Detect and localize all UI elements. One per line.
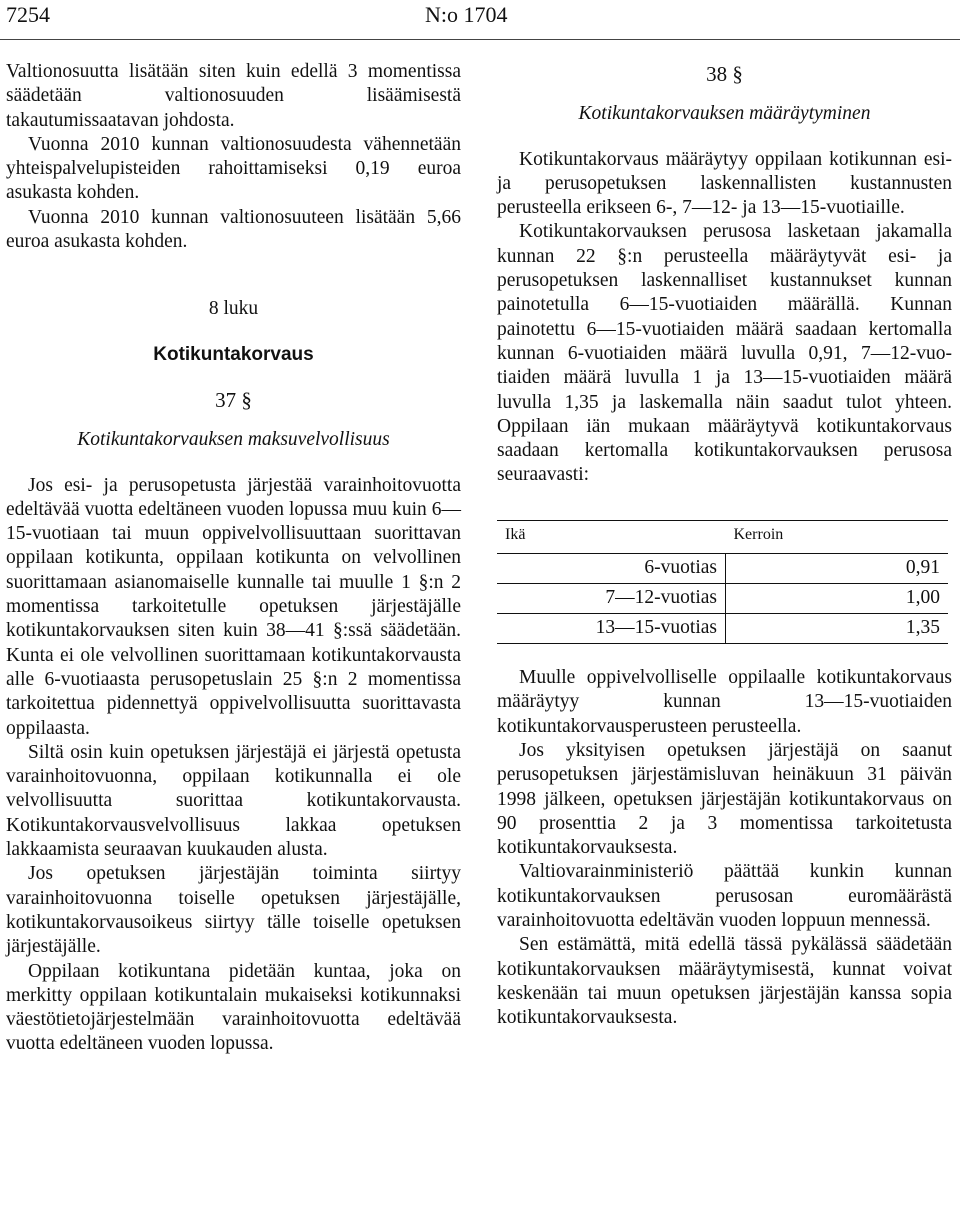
coefficient-table (497, 520, 948, 644)
coefficient-cell: 0,91 (726, 554, 949, 584)
section-number: 38 § (706, 62, 743, 86)
chapter-number: 8 luku (208, 298, 259, 320)
page-number: 7254 (6, 2, 50, 27)
table-header-row (497, 520, 948, 553)
section-title: Kotikuntakorvauksen maksuvelvollisuus (77, 429, 390, 451)
intro-paragraph: Vuonna 2010 kunnan valtionosuudesta vähennetään yhteispalvelupisteiden rahoittamiseksi 0,19 euroa asukasta kohden. (6, 133, 461, 204)
issue-number: N:o 1704 (425, 2, 508, 27)
intro-paragraph: Valtionosuutta lisätään siten kuin edellä 3 momentissa säädetään valtionosuuden lisäämisestä takautumissaatavan johdosta. (6, 61, 461, 131)
column-header-age: Ikä (497, 520, 726, 553)
age-cell: 6-vuotias (497, 554, 726, 584)
table-row (497, 584, 948, 614)
coefficient-cell: 1,00 (726, 584, 949, 614)
section-title: Kotikuntakorvauksen määräytyminen (578, 103, 871, 125)
age-cell: 7—12-vuotias (497, 584, 726, 614)
section-number: 37 § (215, 387, 252, 412)
body-paragraph: Jos opetuksen järjestäjän toiminta siirtyy varainhoitovuonna toiselle opetuksen järjestäjälle, kotikuntakorvausoikeus siirtyy tälle toiselle opetuksen järjestäjälle. (6, 863, 461, 958)
body-paragraph: Muulle oppivelvolliselle oppilaalle kotikuntakorvaus määräytyy kunnan 13—15-vuotiaiden kotikuntakorvausperusteen perusteella. (497, 667, 952, 737)
body-paragraph: Kotikuntakorvaus määräytyy oppilaan kotikunnan esi- ja perusopetuksen laskennallisten kustannusten perusteella erikseen 6-, 7—12- ja 13—15-vuotiaille. (497, 148, 952, 219)
body-paragraph: Oppilaan kotikuntana pidetään kuntaa, joka on merkitty oppilaan kotikuntalain mukaiseksi kotikunnaksi väestötietojärjestelmään varainhoitovuotta edeltävää vuotta edeltäneen vuoden lopussa. (6, 960, 461, 1055)
coefficient-cell: 1,35 (726, 614, 949, 644)
table-row (497, 554, 948, 584)
chapter-title: Kotikuntakorvaus (153, 343, 314, 365)
body-paragraph: Valtiovarainministeriö päättää kunkin kunnan kotikuntakorvauksen perusosan euromäärästä varainhoitovuotta edeltävän vuoden loppuun mennessä. (497, 861, 952, 932)
body-paragraph: Jos yksityisen opetuksen järjestäjä on saanut perusopetuksen järjestämisluvan heinäkuun 31 päivän 1998 jälkeen, opetuksen järjestäjän kotikuntakorvaus on 90 prosenttia 2 ja 3 momentissa tarkoitetusta kotikuntakorvauksesta. (497, 739, 952, 859)
intro-paragraph: Vuonna 2010 kunnan valtionosuuteen lisätään 5,66 euroa asukasta kohden. (6, 206, 461, 253)
body-paragraph: Siltä osin kuin opetuksen järjestäjä ei järjestä opetusta varainhoitovuonna, oppilaan kotikunnalla ei ole velvollisuutta suorittaa kotikuntakorvausta. Kotikuntakorvausvelvollisuus lakkaa opetuksen lakkaamista seuraavan kuukauden alusta. (6, 741, 461, 861)
age-cell: 13—15-vuotias (497, 614, 726, 644)
header-divider (0, 39, 960, 40)
body-paragraph: Sen estämättä, mitä edellä tässä pykälässä säädetään kotikuntakorvauksen määräytymisestä, kunnat voivat keskenään tai muun opetuksen järjestäjän kanssa sopia kotikuntakorvauksesta. (497, 934, 952, 1029)
body-paragraph: Jos esi- ja perusopetusta järjestää varainhoitovuotta edeltävää vuotta edeltäneen vuoden lopussa muu kuin 6—15-vuotiaan tai muun oppivelvollisuuttaan suorittavan oppilaan kotikunta, oppilaan kotikunta on velvollinen suorittamaan asianomaiselle kunnalle tai muulle 1 §:n 2 momentissa tarkoitetulle opetuksen järjestäjälle kotikuntakorvauksen siten kuin 38—41 §:ssä säädetään. Kunta ei ole velvollinen suorittamaan kotikuntakorvausta alle 6-vuotiaasta perusopetuslain 25 §:n 2 momentissa tarkoitettua pidennettyä oppivelvollisuutta suorittavasta oppilaasta. (6, 474, 461, 739)
column-header-coefficient: Kerroin (726, 520, 949, 553)
left-column (6, 60, 461, 1057)
body-paragraph: Kotikuntakorvauksen perusosa lasketaan jakamalla kunnan 22 §:n perusteella määräytyvät esi- ja perusopetuksen laskennalliset kustannukset kunnan painotetulla 6—15-vuotiaiden määrällä. Kunnan painotettu 6—15-vuotiaiden määrä saadaan kertomalla kunnan 6-vuotiaiden määrä luvulla 0,91, 7—12-vuotiaiden määrä luvulla 1 ja 13—15-vuotiaiden määrä luvulla 1,35 ja laskemalla näin saadut tulot yhteen. Oppilaan iän mukaan määräytyvä kotikuntakorvaus saadaan kertomalla kotikuntakorvauksen perusosa seuraavasti: (497, 221, 952, 486)
right-column (497, 60, 952, 1031)
table-row (497, 614, 948, 644)
